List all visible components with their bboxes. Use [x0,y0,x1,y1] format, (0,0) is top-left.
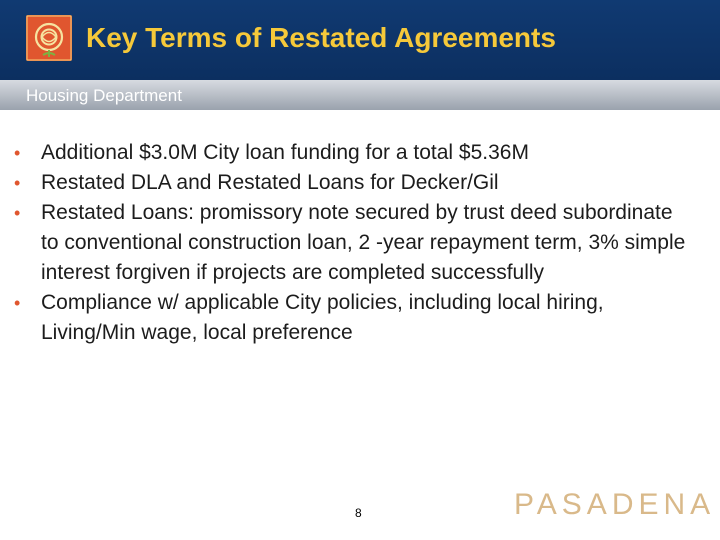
bullet-icon: • [14,293,21,313]
bullet-text: Restated DLA and Restated Loans for Decker/Gil [41,171,499,194]
list-item [14,168,694,198]
bullet-text: Compliance w/ applicable City policies, including local hiring, Living/Min wage, local preference [41,291,604,344]
bullet-list [14,138,694,348]
rose-logo-icon [26,15,72,61]
header-bar [0,0,720,80]
list-item [14,138,694,168]
bullet-icon: • [14,203,21,223]
subtitle-bar [0,80,720,110]
department-subtitle: Housing Department [26,86,182,105]
pasadena-logo: PASADENA [514,488,716,521]
bullet-text: Additional $3.0M City loan funding for a total $5.36M [41,141,529,164]
bullet-text: Restated Loans: promissory note secured by trust deed subordinate to conventional construction loan, 2 -year repayment term, 3% simple interest forgiven if projects are completed successfully [41,201,686,284]
list-item [14,288,694,348]
bullet-icon: • [14,143,21,163]
bullet-icon: • [14,173,21,193]
page-number: 8 [355,506,362,520]
page-title: Key Terms of Restated Agreements [86,22,556,53]
list-item [14,198,694,288]
